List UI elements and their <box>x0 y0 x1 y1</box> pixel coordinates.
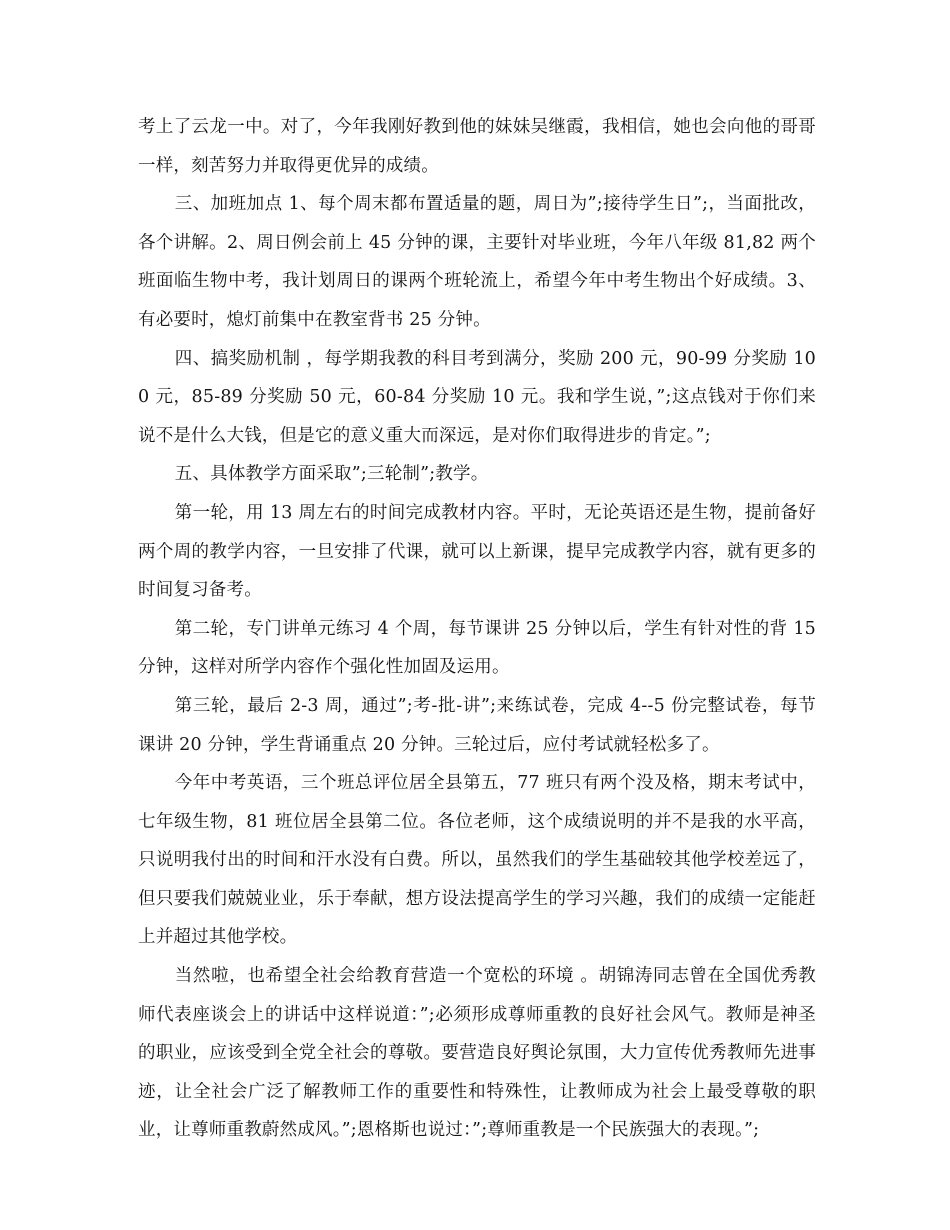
paragraph: 当然啦，也希望全社会给教育营造一个宽松的环境 。胡锦涛同志曾在全国优秀教师代表座谈会上的讲话中这样说道：”;必须形成尊师重教的良好社会风气。教师是神圣的职业，应该受到全党全社会的尊敬。要营造良好舆论氛围，大力宣传优秀教师先进事迹，让全社会广泛了解教师工作的重要性和特殊性，让教师成为社会上最受尊敬的职业，让尊师重教蔚然成风。”;恩格斯也说过：”;尊师重教是一个民族强大的表现。”; <box>138 966 816 1141</box>
document-body <box>138 108 816 1150</box>
paragraph: 五、具体教学方面采取”;三轮制”;教学。 <box>174 464 489 485</box>
paragraph: 第一轮，用 13 周左右的时间完成教材内容。平时，无论英语还是生物，提前备好两个周的教学内容，一旦安排了代课，就可以上新课，提早完成教学内容，就有更多的时间复习备考。 <box>138 502 816 601</box>
paragraph: 三、加班加点 1、每个周末都布置适量的题，周日为”;接待学生日”;，当面批改，各个讲解。2、周日例会前上 45 分钟的课，主要针对毕业班，今年八年级 81,82 两个班面临生物中考，我计划周日的课两个班轮流上，希望今年中考生物出个好成绩。3、有必要时，熄灯前集中在教室背书 25 分钟。 <box>138 194 816 330</box>
paragraph: 今年中考英语，三个班总评位居全县第五，77 班只有两个没及格，期末考试中，七年级生物，81 班位居全县第二位。各位老师，这个成绩说明的并不是我的水平高，只说明我付出的时间和汗水没有白费。所以，虽然我们的学生基础较其他学校差远了，但只要我们兢兢业业，乐于奉献，想方设法提高学生的学习兴趣，我们的成绩一定能赶上并超过其他学校。 <box>138 773 816 948</box>
paragraph: 四、搞奖励机制 ，每学期我教的科目考到满分，奖励 200 元，90-99 分奖励 100 元，85-89 分奖励 50 元，60-84 分奖励 10 元。我和学生说，”;这点钱对于你们来说不是什么大钱，但是它的意义重大而深远，是对你们取得进步的肯定。”; <box>138 348 816 446</box>
paragraph: 考上了云龙一中。对了，今年我刚好教到他的妹妹吴继霞，我相信，她也会向他的哥哥一样，刻苦努力并取得更优异的成绩。 <box>138 117 816 176</box>
paragraph: 第三轮，最后 2-3 周，通过”;考-批-讲”;来练试卷，完成 4--5 份完整试卷，每节课讲 20 分钟，学生背诵重点 20 分钟。三轮过后，应付考试就轻松多了。 <box>138 695 816 755</box>
paragraph: 第二轮，专门讲单元练习 4 个周，每节课讲 25 分钟以后，学生有针对性的背 15 分钟，这样对所学内容作个强化性加固及运用。 <box>138 618 816 678</box>
